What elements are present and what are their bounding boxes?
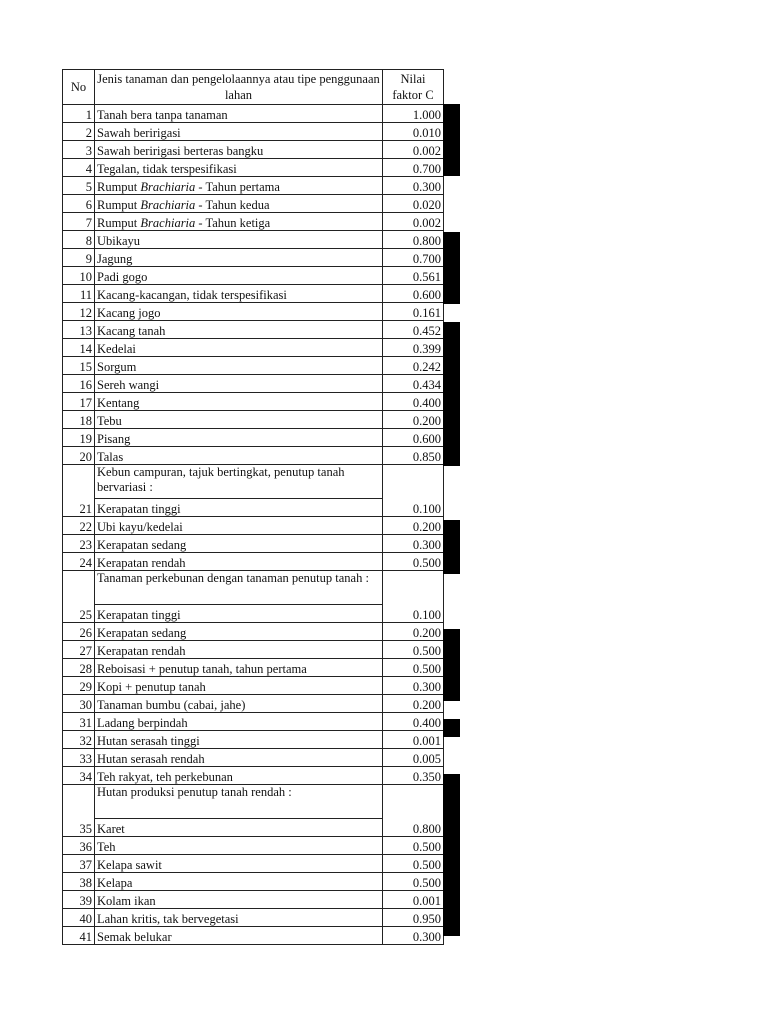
c-factor-value: 0.010 bbox=[383, 123, 444, 141]
table-row bbox=[63, 357, 444, 375]
c-factor-value: 0.500 bbox=[383, 855, 444, 873]
species-name: Brachiaria bbox=[140, 216, 196, 230]
table-row bbox=[63, 873, 444, 891]
row-description: Sereh wangi bbox=[95, 375, 383, 393]
c-factor-value: 0.350 bbox=[383, 767, 444, 785]
row-number: 1 bbox=[63, 105, 95, 123]
row-number: 28 bbox=[63, 659, 95, 677]
row-description: Kolam ikan bbox=[95, 891, 383, 909]
table-row bbox=[63, 231, 444, 249]
row-number: 29 bbox=[63, 677, 95, 695]
row-number: 5 bbox=[63, 177, 95, 195]
row-number: 27 bbox=[63, 641, 95, 659]
row-description bbox=[95, 177, 383, 195]
table-row bbox=[63, 285, 444, 303]
table-row bbox=[63, 177, 444, 195]
row-description: Sorgum bbox=[95, 357, 383, 375]
row-description: Kacang tanah bbox=[95, 321, 383, 339]
row-number: 8 bbox=[63, 231, 95, 249]
header-c-factor-line2: faktor C bbox=[392, 88, 434, 102]
row-description: Kerapatan rendah bbox=[95, 553, 383, 571]
c-factor-table-container bbox=[62, 69, 443, 945]
row-number: 32 bbox=[63, 731, 95, 749]
c-factor-value: 0.300 bbox=[383, 535, 444, 553]
table-row bbox=[63, 321, 444, 339]
row-description: Ubi kayu/kedelai bbox=[95, 517, 383, 535]
c-factor-value: 0.400 bbox=[383, 713, 444, 731]
c-factor-value: 0.500 bbox=[383, 873, 444, 891]
table-row bbox=[63, 375, 444, 393]
row-number: 14 bbox=[63, 339, 95, 357]
table-row bbox=[63, 713, 444, 731]
row-description: Pisang bbox=[95, 429, 383, 447]
row-description: Semak belukar bbox=[95, 927, 383, 945]
c-factor-value: 0.500 bbox=[383, 553, 444, 571]
row-number: 4 bbox=[63, 159, 95, 177]
c-factor-value: 0.020 bbox=[383, 195, 444, 213]
row-number: 3 bbox=[63, 141, 95, 159]
description-prefix: Rumput bbox=[97, 216, 141, 230]
row-number: 35 bbox=[63, 785, 95, 837]
row-description: Kerapatan rendah bbox=[95, 641, 383, 659]
c-factor-value: 0.800 bbox=[383, 231, 444, 249]
c-factor-value: 0.002 bbox=[383, 141, 444, 159]
header-description: Jenis tanaman dan pengelolaannya atau tipe penggunaan lahan bbox=[95, 70, 383, 105]
c-factor-value: 0.600 bbox=[383, 285, 444, 303]
row-number: 33 bbox=[63, 749, 95, 767]
c-factor-value: 0.600 bbox=[383, 429, 444, 447]
row-description: Talas bbox=[95, 447, 383, 465]
row-description: Kerapatan tinggi bbox=[95, 605, 383, 623]
c-factor-value: 0.500 bbox=[383, 641, 444, 659]
table-row bbox=[63, 677, 444, 695]
row-number: 36 bbox=[63, 837, 95, 855]
row-number: 30 bbox=[63, 695, 95, 713]
table-row bbox=[63, 447, 444, 465]
row-description: Teh rakyat, teh perkebunan bbox=[95, 767, 383, 785]
row-number: 7 bbox=[63, 213, 95, 231]
table-row bbox=[63, 517, 444, 535]
row-description bbox=[95, 195, 383, 213]
row-description: Kentang bbox=[95, 393, 383, 411]
row-number: 37 bbox=[63, 855, 95, 873]
row-number: 16 bbox=[63, 375, 95, 393]
table-row bbox=[63, 159, 444, 177]
row-number: 17 bbox=[63, 393, 95, 411]
row-number: 10 bbox=[63, 267, 95, 285]
c-factor-value: 0.161 bbox=[383, 303, 444, 321]
c-factor-value: 0.001 bbox=[383, 731, 444, 749]
group-heading: Hutan produksi penutup tanah rendah : bbox=[95, 785, 383, 819]
redaction-bar bbox=[443, 322, 460, 466]
table-row bbox=[63, 695, 444, 713]
c-factor-value: 0.800 bbox=[383, 785, 444, 837]
c-factor-value: 0.700 bbox=[383, 249, 444, 267]
row-number: 18 bbox=[63, 411, 95, 429]
row-description: Sawah beririgasi bbox=[95, 123, 383, 141]
table-row bbox=[63, 105, 444, 123]
row-number: 12 bbox=[63, 303, 95, 321]
table-row bbox=[63, 195, 444, 213]
row-description: Karet bbox=[95, 819, 383, 837]
table-row bbox=[63, 855, 444, 873]
row-number: 34 bbox=[63, 767, 95, 785]
row-description: Ladang berpindah bbox=[95, 713, 383, 731]
c-factor-value: 0.400 bbox=[383, 393, 444, 411]
row-number: 39 bbox=[63, 891, 95, 909]
row-number: 40 bbox=[63, 909, 95, 927]
row-description: Teh bbox=[95, 837, 383, 855]
c-factor-value: 0.200 bbox=[383, 411, 444, 429]
c-factor-value: 1.000 bbox=[383, 105, 444, 123]
row-number: 23 bbox=[63, 535, 95, 553]
c-factor-value: 0.434 bbox=[383, 375, 444, 393]
c-factor-value: 0.200 bbox=[383, 695, 444, 713]
c-factor-value: 0.002 bbox=[383, 213, 444, 231]
row-number: 26 bbox=[63, 623, 95, 641]
c-factor-value: 0.399 bbox=[383, 339, 444, 357]
table-row bbox=[63, 267, 444, 285]
redaction-bar bbox=[443, 104, 460, 176]
redaction-bar bbox=[443, 629, 460, 701]
row-number: 2 bbox=[63, 123, 95, 141]
table-header-row bbox=[63, 70, 444, 105]
table-row bbox=[63, 213, 444, 231]
group-heading: Tanaman perkebunan dengan tanaman penutup tanah : bbox=[95, 571, 383, 605]
row-description bbox=[95, 213, 383, 231]
c-factor-value: 0.700 bbox=[383, 159, 444, 177]
table-row bbox=[63, 393, 444, 411]
row-description: Kerapatan tinggi bbox=[95, 499, 383, 517]
table-row bbox=[63, 837, 444, 855]
description-suffix: - Tahun pertama bbox=[195, 180, 280, 194]
table-row bbox=[63, 641, 444, 659]
group-heading-row bbox=[63, 785, 444, 819]
table-row bbox=[63, 123, 444, 141]
row-description: Padi gogo bbox=[95, 267, 383, 285]
row-number: 20 bbox=[63, 447, 95, 465]
row-number: 24 bbox=[63, 553, 95, 571]
redaction-bar bbox=[443, 520, 460, 574]
table-row bbox=[63, 141, 444, 159]
c-factor-value: 0.200 bbox=[383, 623, 444, 641]
row-description: Kopi + penutup tanah bbox=[95, 677, 383, 695]
row-description: Tegalan, tidak terspesifikasi bbox=[95, 159, 383, 177]
c-factor-value: 0.300 bbox=[383, 677, 444, 695]
row-number: 21 bbox=[63, 465, 95, 517]
row-number: 15 bbox=[63, 357, 95, 375]
description-prefix: Rumput bbox=[97, 198, 141, 212]
description-suffix: - Tahun ketiga bbox=[195, 216, 271, 230]
c-factor-value: 0.200 bbox=[383, 517, 444, 535]
table-row bbox=[63, 623, 444, 641]
row-description: Kerapatan sedang bbox=[95, 623, 383, 641]
redaction-bar bbox=[443, 774, 460, 936]
table-row bbox=[63, 339, 444, 357]
c-factor-value: 0.242 bbox=[383, 357, 444, 375]
table-row bbox=[63, 891, 444, 909]
row-number: 38 bbox=[63, 873, 95, 891]
description-suffix: - Tahun kedua bbox=[195, 198, 270, 212]
row-number: 19 bbox=[63, 429, 95, 447]
row-description: Tanaman bumbu (cabai, jahe) bbox=[95, 695, 383, 713]
group-heading: Kebun campuran, tajuk bertingkat, penutup tanah bervariasi : bbox=[95, 465, 383, 499]
row-description: Kedelai bbox=[95, 339, 383, 357]
row-number: 13 bbox=[63, 321, 95, 339]
row-description: Sawah beririgasi berteras bangku bbox=[95, 141, 383, 159]
redaction-bar bbox=[443, 719, 460, 737]
group-heading-row bbox=[63, 465, 444, 499]
table-row bbox=[63, 411, 444, 429]
row-description: Kacang-kacangan, tidak terspesifikasi bbox=[95, 285, 383, 303]
c-factor-table bbox=[62, 69, 444, 945]
c-factor-value: 0.850 bbox=[383, 447, 444, 465]
table-row bbox=[63, 429, 444, 447]
row-description: Lahan kritis, tak bervegetasi bbox=[95, 909, 383, 927]
redaction-bar bbox=[443, 232, 460, 304]
species-name: Brachiaria bbox=[140, 180, 196, 194]
table-row bbox=[63, 749, 444, 767]
header-c-factor-line1: Nilai bbox=[400, 72, 426, 86]
row-number: 6 bbox=[63, 195, 95, 213]
row-description: Hutan serasah rendah bbox=[95, 749, 383, 767]
row-number: 22 bbox=[63, 517, 95, 535]
header-c-factor bbox=[383, 70, 444, 105]
row-description: Reboisasi + penutup tanah, tahun pertama bbox=[95, 659, 383, 677]
row-number: 11 bbox=[63, 285, 95, 303]
table-row bbox=[63, 731, 444, 749]
row-description: Jagung bbox=[95, 249, 383, 267]
c-factor-value: 0.561 bbox=[383, 267, 444, 285]
row-number: 9 bbox=[63, 249, 95, 267]
row-number: 25 bbox=[63, 571, 95, 623]
c-factor-value: 0.100 bbox=[383, 465, 444, 517]
table-row bbox=[63, 659, 444, 677]
row-description: Kelapa bbox=[95, 873, 383, 891]
description-prefix: Rumput bbox=[97, 180, 141, 194]
c-factor-value: 0.452 bbox=[383, 321, 444, 339]
c-factor-value: 0.100 bbox=[383, 571, 444, 623]
c-factor-value: 0.300 bbox=[383, 177, 444, 195]
table-row bbox=[63, 909, 444, 927]
header-no: No bbox=[63, 70, 95, 105]
table-row bbox=[63, 767, 444, 785]
c-factor-value: 0.005 bbox=[383, 749, 444, 767]
row-description: Kerapatan sedang bbox=[95, 535, 383, 553]
table-row bbox=[63, 303, 444, 321]
row-number: 31 bbox=[63, 713, 95, 731]
row-description: Tanah bera tanpa tanaman bbox=[95, 105, 383, 123]
table-row bbox=[63, 535, 444, 553]
table-row bbox=[63, 927, 444, 945]
c-factor-value: 0.950 bbox=[383, 909, 444, 927]
c-factor-value: 0.500 bbox=[383, 837, 444, 855]
table-row bbox=[63, 553, 444, 571]
row-number: 41 bbox=[63, 927, 95, 945]
group-heading-row bbox=[63, 571, 444, 605]
row-description: Hutan serasah tinggi bbox=[95, 731, 383, 749]
c-factor-value: 0.500 bbox=[383, 659, 444, 677]
row-description: Kacang jogo bbox=[95, 303, 383, 321]
table-row bbox=[63, 249, 444, 267]
row-description: Ubikayu bbox=[95, 231, 383, 249]
species-name: Brachiaria bbox=[140, 198, 196, 212]
row-description: Kelapa sawit bbox=[95, 855, 383, 873]
c-factor-value: 0.001 bbox=[383, 891, 444, 909]
c-factor-value: 0.300 bbox=[383, 927, 444, 945]
row-description: Tebu bbox=[95, 411, 383, 429]
